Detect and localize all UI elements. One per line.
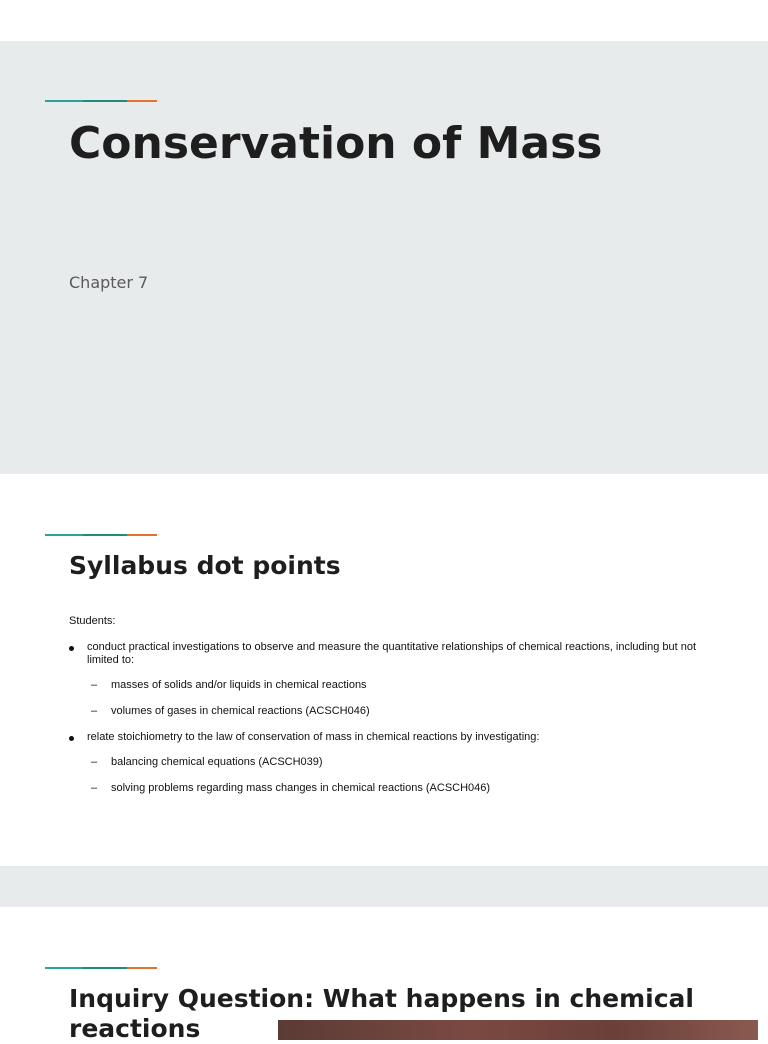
sub-point	[69, 679, 709, 692]
presentation-title: Conservation of Mass	[69, 118, 603, 169]
bullet-text: relate stoichiometry to the law of conservation of mass in chemical reactions by investigating:	[87, 731, 540, 743]
slide-photo	[278, 1020, 758, 1040]
accent-segment-teal	[45, 100, 83, 102]
bullet-item	[69, 731, 709, 744]
bullet-icon	[69, 736, 74, 741]
bullet-text: conduct practical investigations to observe and measure the quantitative relationships of chemical reactions, including but not limited to:	[87, 641, 697, 666]
slide-inquiry	[0, 907, 768, 1043]
bullet-item	[69, 641, 709, 667]
dash-icon: –	[91, 756, 98, 768]
sub-point	[69, 705, 709, 718]
slide-syllabus	[0, 474, 768, 866]
dash-icon: –	[91, 782, 98, 794]
chapter-subtitle: Chapter 7	[69, 273, 149, 292]
syllabus-body	[69, 615, 709, 808]
sub-point	[69, 756, 709, 769]
sub-point-text: volumes of gases in chemical reactions (ACSCH046)	[111, 705, 370, 717]
slide-separator	[0, 866, 768, 907]
sub-point	[69, 782, 709, 795]
accent-segment-orange	[127, 534, 157, 536]
slide-heading: Syllabus dot points	[69, 551, 341, 580]
sub-point-text: solving problems regarding mass changes in chemical reactions (ACSCH046)	[111, 782, 491, 794]
accent-line	[45, 534, 157, 536]
dash-icon: –	[91, 679, 98, 691]
accent-line	[45, 100, 157, 102]
bullet-icon	[69, 646, 74, 651]
accent-segment-green	[83, 967, 127, 969]
accent-segment-teal	[45, 967, 83, 969]
students-label: Students:	[69, 615, 116, 627]
accent-segment-orange	[127, 100, 157, 102]
sub-point-text: balancing chemical equations (ACSCH039)	[111, 756, 323, 768]
accent-line	[45, 967, 157, 969]
sub-point-text: masses of solids and/or liquids in chemical reactions	[111, 679, 367, 691]
slide-heading: Inquiry Question: What happens in chemical reactions	[69, 984, 694, 1043]
accent-segment-orange	[127, 967, 157, 969]
accent-segment-green	[83, 100, 127, 102]
dash-icon: –	[91, 705, 98, 717]
slide-title	[0, 41, 768, 474]
accent-segment-green	[83, 534, 127, 536]
accent-segment-teal	[45, 534, 83, 536]
